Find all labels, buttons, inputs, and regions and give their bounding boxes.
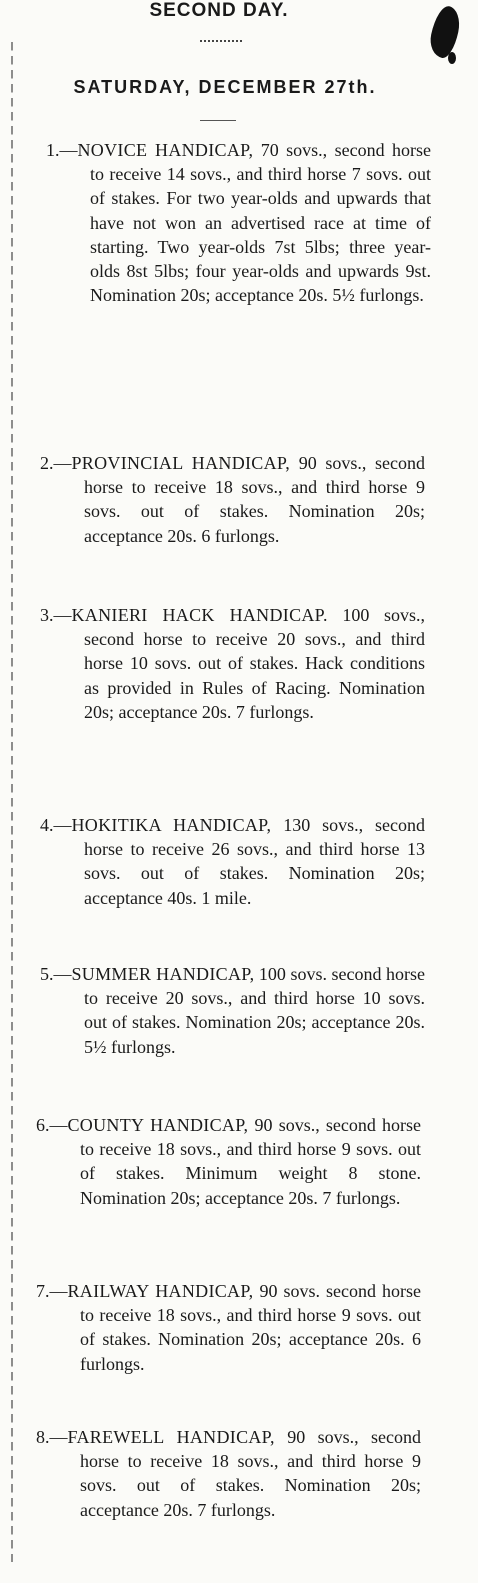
race-entry: 6.—COUNTY HANDICAP, 90 sovs., second horse to receive 18 sovs., and third horse 9 sovs. out of stakes. Minimum weight 8 stone. Nomination 20s; acceptance 20s. 7 furlongs.: [36, 1115, 422, 1208]
race-entry: 7.—RAILWAY HANDICAP, 90 sovs. second horse to receive 18 sovs., and third horse 9 sovs. out of stakes. Nomination 20s; acceptance 20s. 6 furlongs.: [36, 1281, 421, 1374]
short-divider: [200, 120, 236, 121]
race-number: 6.: [36, 1115, 50, 1135]
race-name: COUNTY HANDICAP,: [67, 1115, 249, 1135]
race-number: 7.: [36, 1281, 50, 1301]
race-entry: 5.—SUMMER HANDICAP, 100 sovs. second horse to receive 20 sovs., and third horse 10 sovs. out of stakes. Nomination 20s; acceptance 20s. 5½ furlongs.: [40, 964, 426, 1057]
race-number: 1.: [46, 140, 60, 160]
race-number: 4.: [40, 815, 54, 835]
date-heading: SATURDAY, DECEMBER 27th.: [73, 77, 377, 97]
race-conditions: 100 sovs., second horse to receive 20 sovs., and third horse 10 sovs. out of stakes. Hack conditions as provided in Rules of Racing. Nomination 20s; acceptance 20s. 7 furlongs.: [84, 605, 425, 722]
race-entry: 1.—NOVICE HANDICAP, 70 sovs., second horse to receive 14 sovs., and third horse 7 sovs. out of stakes. For two year-olds and upwards that have not won an advertised race at time of starting. Two year-olds 7st 5lbs; three year-olds 8st 5lbs; four year-olds and upwards 9st. Nomination 20s; acceptance 20s. 5½ furlongs.: [46, 140, 432, 306]
race-number: 2.: [40, 453, 54, 473]
race-conditions: 90 sovs. second horse to receive 18 sovs., and third horse 9 sovs. out of stakes. Nomination 20s; acceptance 20s. 6 furlongs.: [80, 1281, 421, 1374]
race-name: NOVICE HANDICAP,: [77, 140, 254, 160]
race-number: 3.: [40, 605, 54, 625]
race-conditions: 90 sovs., second horse to receive 18 sovs., and third horse 9 sovs. out of stakes. Nomination 20s; acceptance 20s. 6 furlongs.: [84, 453, 426, 546]
race-entry: 4.—HOKITIKA HANDICAP, 130 sovs., second horse to receive 26 sovs., and third horse 13 sovs. out of stakes. Nomination 20s; acceptance 40s. 1 mile.: [40, 815, 425, 908]
race-name: HOKITIKA HANDICAP,: [71, 815, 272, 835]
race-number: 5.: [40, 964, 54, 984]
race-conditions: 100 sovs. second horse to receive 20 sovs., and third horse 10 sovs. out of stakes. Nomination 20s; acceptance 20s. 5½ furlongs.: [84, 964, 426, 1057]
race-number: 8.: [36, 1427, 50, 1447]
race-conditions: 90 sovs., second horse to receive 18 sovs., and third horse 9 sovs. out of stakes. Minimum weight 8 stone. Nomination 20s; acceptance 20s. 7 furlongs.: [80, 1115, 422, 1208]
race-name: RAILWAY HANDICAP,: [67, 1281, 254, 1301]
day-heading: SECOND DAY.: [149, 0, 289, 21]
race-name: PROVINCIAL HANDICAP,: [71, 453, 291, 473]
column-rule: [11, 42, 13, 1562]
race-name: FAREWELL HANDICAP,: [67, 1427, 275, 1447]
race-entry: 2.—PROVINCIAL HANDICAP, 90 sovs., second horse to receive 18 sovs., and third horse 9 sovs. out of stakes. Nomination 20s; acceptance 20s. 6 furlongs.: [40, 453, 426, 546]
race-name: KANIERI HACK HANDICAP.: [71, 605, 328, 625]
race-conditions: 130 sovs., second horse to receive 26 sovs., and third horse 13 sovs. out of stakes. Nomination 20s; acceptance 40s. 1 mile.: [84, 815, 425, 908]
race-conditions: 70 sovs., second horse to receive 14 sovs., and third horse 7 sovs. out of stakes. For two year-olds and upwards that have not won an advertised race at time of starting. Two year-olds 7st 5lbs; three year-olds 8st 5lbs; four year-olds and upwards 9st. Nomination 20s; acceptance 20s. 5½ furlongs.: [90, 140, 432, 306]
ink-speck: [448, 52, 456, 64]
race-entry: 3.—KANIERI HACK HANDICAP. 100 sovs., second horse to receive 20 sovs., and third horse 10 sovs. out of stakes. Hack conditions as provided in Rules of Racing. Nomination 20s; acceptance 20s. 7 furlongs.: [40, 605, 425, 722]
race-entry: 8.—FAREWELL HANDICAP, 90 sovs., second horse to receive 18 sovs., and third horse 9 sovs. out of stakes. Nomination 20s; acceptance 20s. 7 furlongs.: [36, 1427, 421, 1520]
ornament-divider: [200, 40, 242, 45]
race-name: SUMMER HANDICAP,: [71, 964, 255, 984]
race-conditions: 90 sovs., second horse to receive 18 sovs., and third horse 9 sovs. out of stakes. Nomination 20s; acceptance 20s. 7 furlongs.: [80, 1427, 421, 1520]
